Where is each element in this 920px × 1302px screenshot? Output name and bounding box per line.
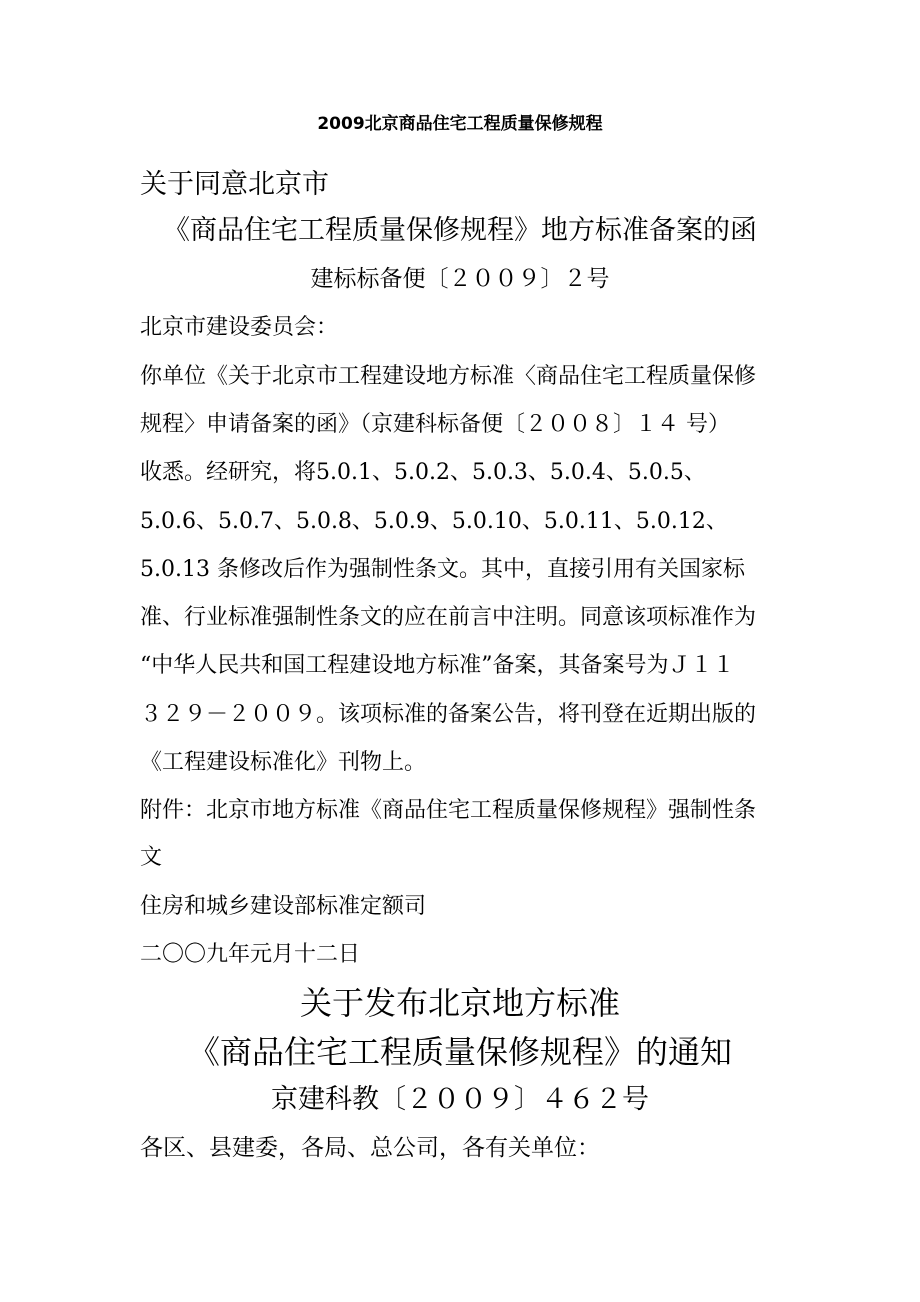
letter-body-line: 你单位《关于北京市工程建设地方标准〈商品住宅工程质量保修 [140, 364, 757, 389]
letter-date: 二〇〇九年元月十二日 [140, 942, 361, 967]
letter-addressee: 北京市建设委员会： [140, 315, 339, 340]
notice-heading-line-2: 《商品住宅工程质量保修规程》的通知 [187, 1033, 732, 1071]
notice-heading-line-1: 关于发布北京地方标准 [299, 984, 620, 1022]
letter-body-line: 规程〉申请备案的函》（京建科标备便〔２００８〕１４ 号） [140, 412, 730, 437]
letter-body-line: 5.0.6、5.0.7、5.0.8、5.0.9、5.0.10、5.0.11、5.0.12、 [140, 509, 728, 534]
letter-body-line: “中华人民共和国工程建设地方标准”备案，其备案号为Ｊ１１ [140, 653, 735, 678]
letter-attachment-line: 附件：北京市地方标准《商品住宅工程质量保修规程》强制性条 [140, 798, 757, 823]
letter-body-line: 收悉。经研究，将5.0.1、5.0.2、5.0.3、5.0.4、5.0.5、 [140, 460, 706, 485]
letter-heading-line-1: 关于同意北京市 [140, 169, 329, 200]
letter-body-line: 准、行业标准强制性条文的应在前言中注明。同意该项标准作为 [140, 605, 757, 630]
letter-signer: 住房和城乡建设部标准定额司 [140, 894, 427, 919]
letter-body-line: ３２９－２００９。该项标准的备案公告，将刊登在近期出版的 [140, 702, 757, 727]
document-title: 2009北京商品住宅工程质量保修规程 [317, 114, 603, 134]
letter-doc-number: 建标标备便〔２００９〕２号 [310, 266, 610, 292]
notice-addressee: 各区、县建委，各局、总公司，各有关单位： [140, 1135, 600, 1161]
letter-body-line: 《工程建设标准化》刊物上。 [140, 750, 427, 775]
letter-heading-line-2: 《商品住宅工程质量保修规程》地方标准备案的函 [163, 215, 757, 246]
letter-body-line: 5.0.13 条修改后作为强制性条文。其中，直接引用有关国家标 [140, 557, 745, 582]
notice-doc-number: 京建科教〔２００９〕４６２号 [271, 1084, 649, 1115]
letter-attachment-line: 文 [140, 845, 163, 870]
